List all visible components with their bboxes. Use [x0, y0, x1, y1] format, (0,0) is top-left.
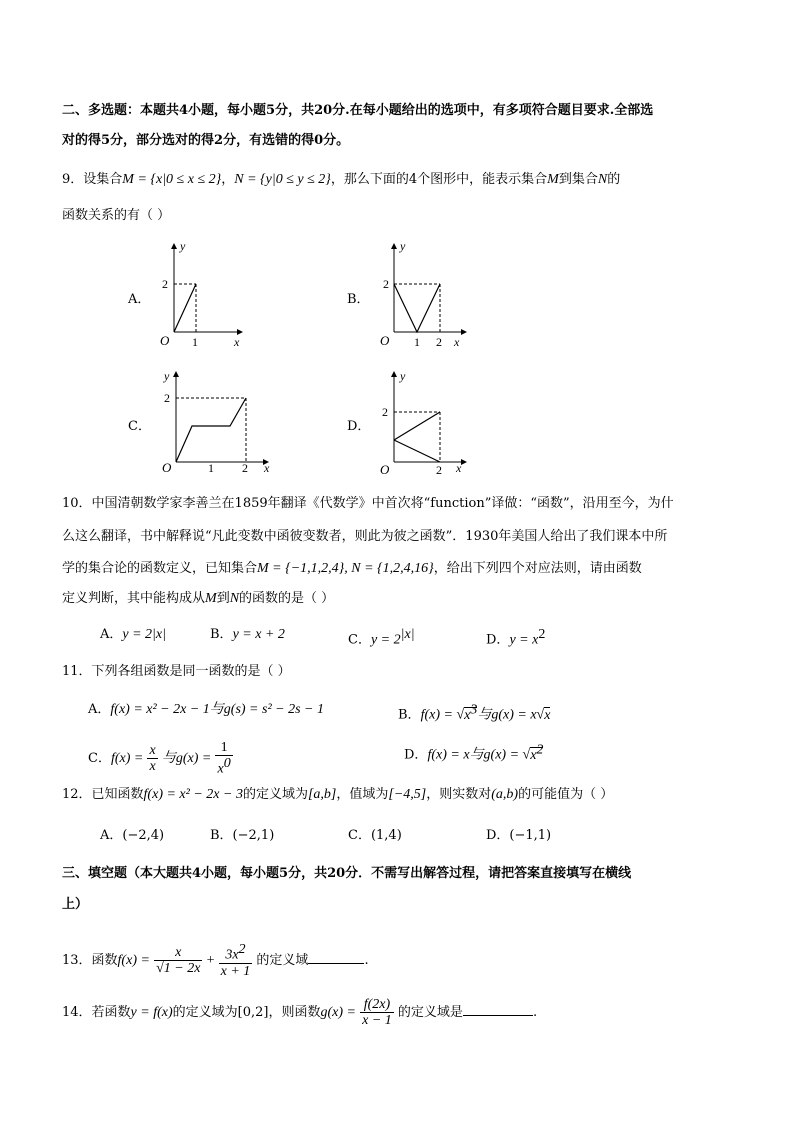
axis-y-label: y — [400, 240, 406, 253]
origin-label: O — [160, 333, 170, 348]
tick-2-x: 2 — [436, 463, 442, 477]
q9-stem-line2: 函数关系的有（ ） — [62, 208, 171, 223]
q11-stem: 11．下列各组函数是同一函数的是（ ） — [62, 664, 291, 679]
q10-option-b[interactable]: B．y = x + 2 — [210, 627, 285, 642]
q9-option-d-label: D． — [347, 419, 371, 434]
q12-option-b[interactable]: B．(−2,1) — [210, 828, 275, 843]
axis-y-label: y — [164, 369, 170, 383]
tick-2-x: 2 — [436, 335, 442, 349]
q9-graph-c — [150, 368, 275, 478]
tick-2-x: 2 — [242, 461, 248, 475]
q11-option-d[interactable]: D．f(x) = x与$g(x) = √x^2$ — [404, 742, 544, 763]
q9-option-b-label: B． — [347, 292, 370, 307]
origin-label: O — [162, 460, 172, 475]
tick-2-y: 2 — [383, 277, 389, 291]
q13-stem: 13．函数f(x) = $\frac{x}{√1 - 2x}$ + $\frac{3x^2}{x + 1}$ 的定义域 . — [62, 942, 369, 979]
tick-2-y: 2 — [164, 391, 170, 405]
q10-line1: 10．中国清朝数学家李善兰在1859年翻译《代数学》中首次将“function”译做：“函数”，沿用至今，为什 — [62, 496, 674, 511]
q10-line3: 学的集合论的函数定义，已知集合M = {−1,1,2,4}, N = {1,2,4,16}，给出下列四个对应法则，请由函数 — [62, 561, 642, 576]
q12-option-d[interactable]: D．(−1,1) — [486, 828, 552, 843]
q10-option-d[interactable]: D．$y = x^2$ — [486, 627, 546, 648]
q14-answer-blank[interactable] — [463, 1015, 533, 1016]
axis-y-label: y — [180, 240, 186, 253]
q9-option-a-label: A． — [128, 292, 151, 307]
tick-2-y: 2 — [382, 405, 388, 419]
q14-stem: 14．若函数y = f(x)的定义域为[0,2]，则函数g(x) = $\frac{f(2x)}{x - 1}$ 的定义域是 . — [62, 997, 538, 1028]
q9-graph-a — [150, 240, 250, 350]
q11-option-c[interactable]: C．f(x) = $\frac{x}{x}$ 与g(x) = $\frac{1}{x^0}$ — [88, 740, 231, 777]
q11-option-a[interactable]: A．f(x) = x² − 2x − 1与g(s) = s² − 2s − 1 — [88, 702, 324, 717]
axis-x-label: x — [456, 461, 462, 475]
tick-1: 1 — [414, 335, 420, 349]
q12-stem: 12．已知函数f(x) = x² − 2x − 3的定义域为[a,b]，值域为[−4,5]，则实数对(a,b)的可能值为（ ） — [62, 787, 614, 802]
q10-line4: 定义判断，其中能构成从M到N的函数的是（ ） — [62, 591, 335, 606]
origin-label: O — [380, 462, 390, 477]
origin-label: O — [380, 333, 390, 348]
q12-option-c[interactable]: C．(1,4) — [348, 828, 402, 843]
q13-answer-blank[interactable] — [308, 963, 364, 964]
axis-x-label: x — [454, 335, 460, 349]
q9-graph-b — [372, 240, 472, 350]
q10-option-a[interactable]: A．y = 2|x| — [100, 627, 166, 642]
q11-option-b[interactable]: B．$f(x) = √x^3$与g(x) = x√x — [398, 702, 551, 723]
q10-line2: 么这么翻译，书中解释说“凡此变数中函彼变数者，则此为彼之函数”．1930年美国人给出了我们课本中所 — [62, 529, 668, 544]
axis-x-label: x — [264, 461, 270, 475]
section3-line2: 上） — [62, 897, 89, 912]
axis-y-label: y — [400, 369, 406, 383]
section3-line1: 三、填空题（本大题共4小题，每小题5分，共20分．不需写出解答过程，请把答案直接填写在横线 — [62, 866, 632, 881]
section2-line1: 二、多选题：本题共4小题，每小题5分，共20分.在每小题给出的选项中，有多项符合题目要求.全部选 — [62, 103, 654, 118]
tick-1: 1 — [192, 335, 198, 349]
q9-graph-d — [372, 368, 472, 478]
tick-1: 1 — [208, 461, 214, 475]
q10-option-c[interactable]: C．$y = 2^{|x|}$ — [348, 627, 415, 648]
q9-option-c-label: C． — [128, 419, 151, 434]
tick-2: 2 — [162, 277, 168, 291]
axis-x-label: x — [234, 335, 240, 349]
section2-line2: 对的得5分，部分选对的得2分，有选错的得0分。 — [62, 133, 350, 148]
q9-stem: 9．设集合M = {x|0 ≤ x ≤ 2}，N = {y|0 ≤ y ≤ 2}，那么下面的4个图形中，能表示集合M到集合N的 — [62, 172, 621, 187]
q12-option-a[interactable]: A．(−2,4) — [100, 828, 165, 843]
